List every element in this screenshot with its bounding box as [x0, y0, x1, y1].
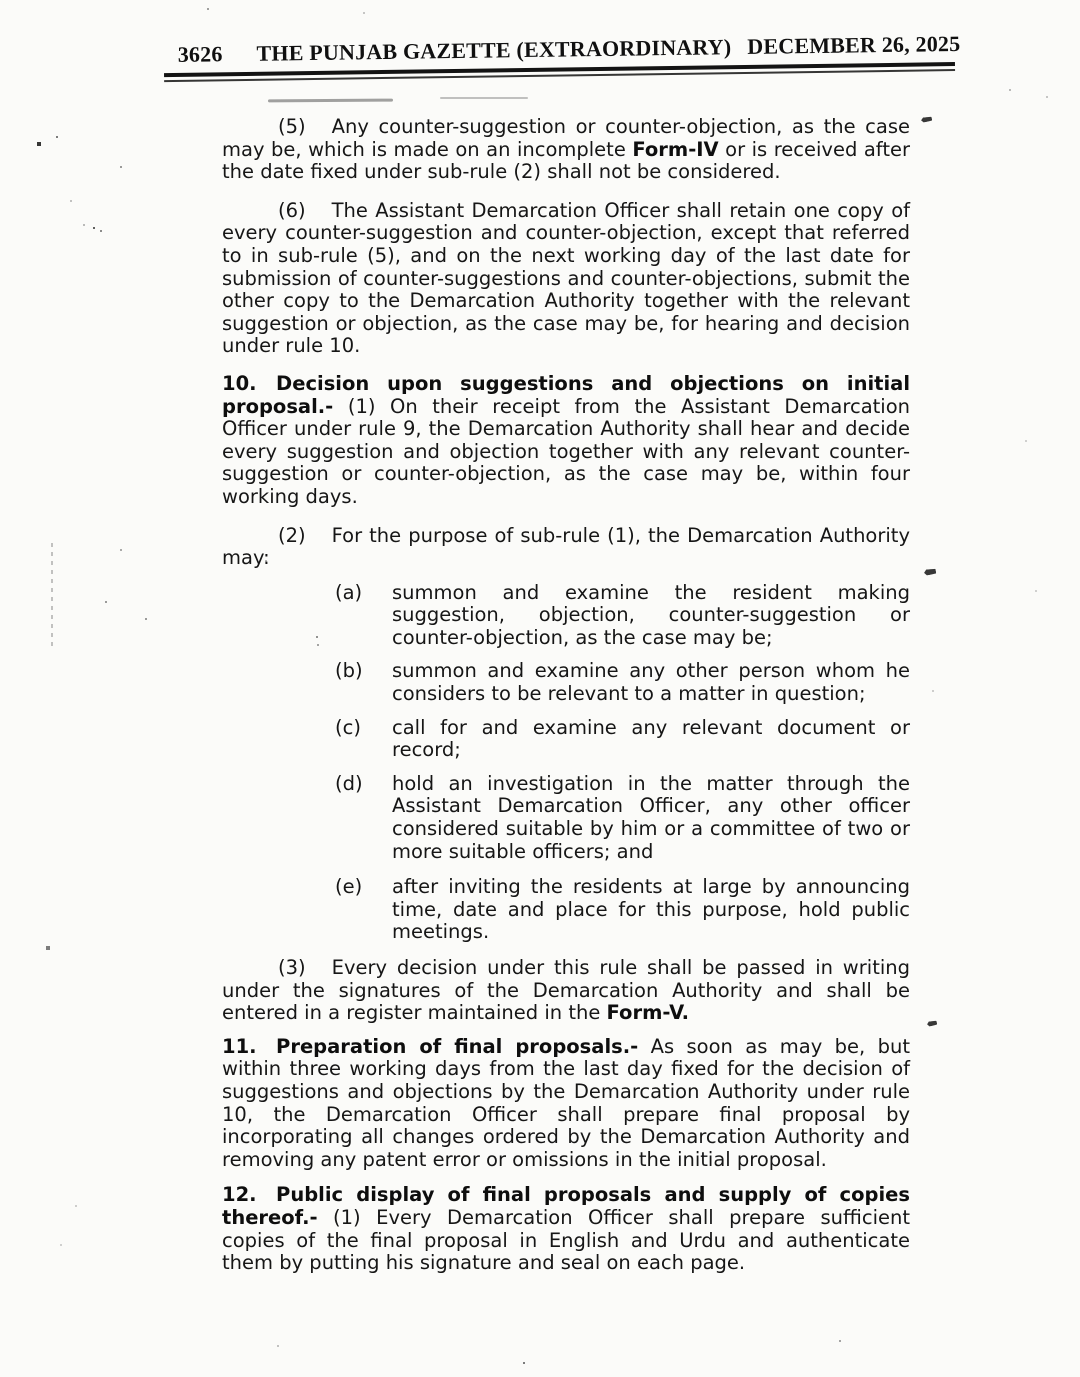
paragraph-text: The Assistant Demarcation Officer shall retain one copy of every counter-suggestion and counter-objection, except that referred to in sub-rule (5), and on the next working day of the last date for submission of counter-suggestions and counter-objections, submit the other copy to the Demarcation Authority together with the relevant suggestion or objection, as the case may be, for hearing and decision under rule 10. [222, 198, 910, 358]
scan-smudge-mark [440, 97, 528, 99]
document-body [222, 116, 910, 1275]
rule-12-heading: 12. Public display of final proposals and supply of copies thereof.- [222, 1183, 910, 1229]
paragraph-text: or is received after the date fixed under sub-rule (2) shall not be considered. [222, 137, 910, 184]
margin-tick-mark [921, 116, 933, 123]
clause-label: (b) [335, 659, 363, 683]
scan-specks [0, 0, 2, 2]
rule-11-heading: 11. Preparation of final proposals.- [222, 1034, 639, 1058]
subrule-number: (5) [278, 115, 306, 138]
margin-tick-mark [924, 568, 937, 576]
rule-10-heading: 10. Decision upon suggestions and objections on initial proposal.- [222, 371, 910, 418]
clause-d [335, 773, 910, 863]
subrule-6-paragraph [222, 200, 910, 358]
page-number: 3626 [177, 41, 223, 67]
rule-11-heading-paragraph [222, 1036, 910, 1172]
clause-e [335, 876, 910, 944]
subrule-2-paragraph [222, 525, 910, 570]
scan-fold-line [51, 543, 53, 649]
clause-label: (a) [335, 580, 363, 604]
subrule-3-paragraph [222, 957, 910, 1025]
paragraph-text: (1) On their receipt from the Assistant Demarcation Officer under rule 9, the Demarcation Authority shall hear and decide every suggestion and objection together with any relevant counter-suggestion or counter-objection, as the case may be, within four working days. [222, 394, 910, 508]
paragraph-text: (1) Every Demarcation Officer shall prepare sufficient copies of the final proposal in English and Urdu and authenticate them by putting his signature and seal on each page. [222, 1205, 910, 1275]
clause-label: (c) [335, 715, 361, 739]
scan-smudge-mark [268, 99, 393, 103]
paragraph-text: Any counter-suggestion or counter-objection, as the case may be, which is made on an incomplete [222, 115, 910, 161]
clause-b [335, 660, 910, 705]
gazette-date: DECEMBER 26, 2025 [747, 30, 961, 59]
form-v-reference: Form-V. [606, 1001, 690, 1025]
subrule-number: (6) [278, 198, 306, 222]
page-header [0, 29, 1080, 84]
rule-12-heading-paragraph [222, 1184, 910, 1274]
paragraph-text: As soon as may be, but within three working days from the last day fixed for the decision of suggestions and objections by the Demarcation Authority under rule 10, the Demarcation Officer shall prepare final proposal by incorporating all changes ordered by the Demarcation Authority and removing any patent error or omissions in the initial proposal. [222, 1034, 910, 1171]
margin-tick-mark [927, 1020, 938, 1027]
paragraph-text: Every decision under this rule shall be passed in writing under the signatures of the Demarcation Authority and shall be entered in a register maintained in the [222, 956, 910, 1025]
gazette-title: THE PUNJAB GAZETTE (EXTRAORDINARY) [256, 34, 732, 66]
clause-text: call for and examine any relevant document or record; [392, 715, 910, 762]
clause-c [335, 717, 910, 762]
form-iv-reference: Form-IV [632, 137, 719, 161]
subrule-number: (2) [278, 523, 306, 547]
clause-text: hold an investigation in the matter through the Assistant Demarcation Officer, any other officer considered suitable by him or a committee of two or more suitable officers; and [392, 771, 910, 863]
clause-text: summon and examine any other person whom he considers to be relevant to a matter in question; [392, 659, 910, 706]
paragraph-text: For the purpose of sub-rule (1), the Demarcation Authority may: [222, 523, 910, 570]
clause-label: (d) [335, 771, 363, 795]
clause-text: summon and examine the resident making suggestion, objection, counter-suggestion or counter-objection, as the case may be; [392, 580, 910, 649]
clause-a [335, 582, 910, 650]
clause-label: (e) [335, 875, 363, 899]
rule-10-heading-paragraph [222, 373, 910, 509]
subrule-number: (3) [278, 956, 306, 979]
subrule-5-paragraph [222, 116, 910, 184]
clause-text: after inviting the residents at large by announcing time, date and place for this purpose, hold public meetings. [392, 875, 910, 944]
